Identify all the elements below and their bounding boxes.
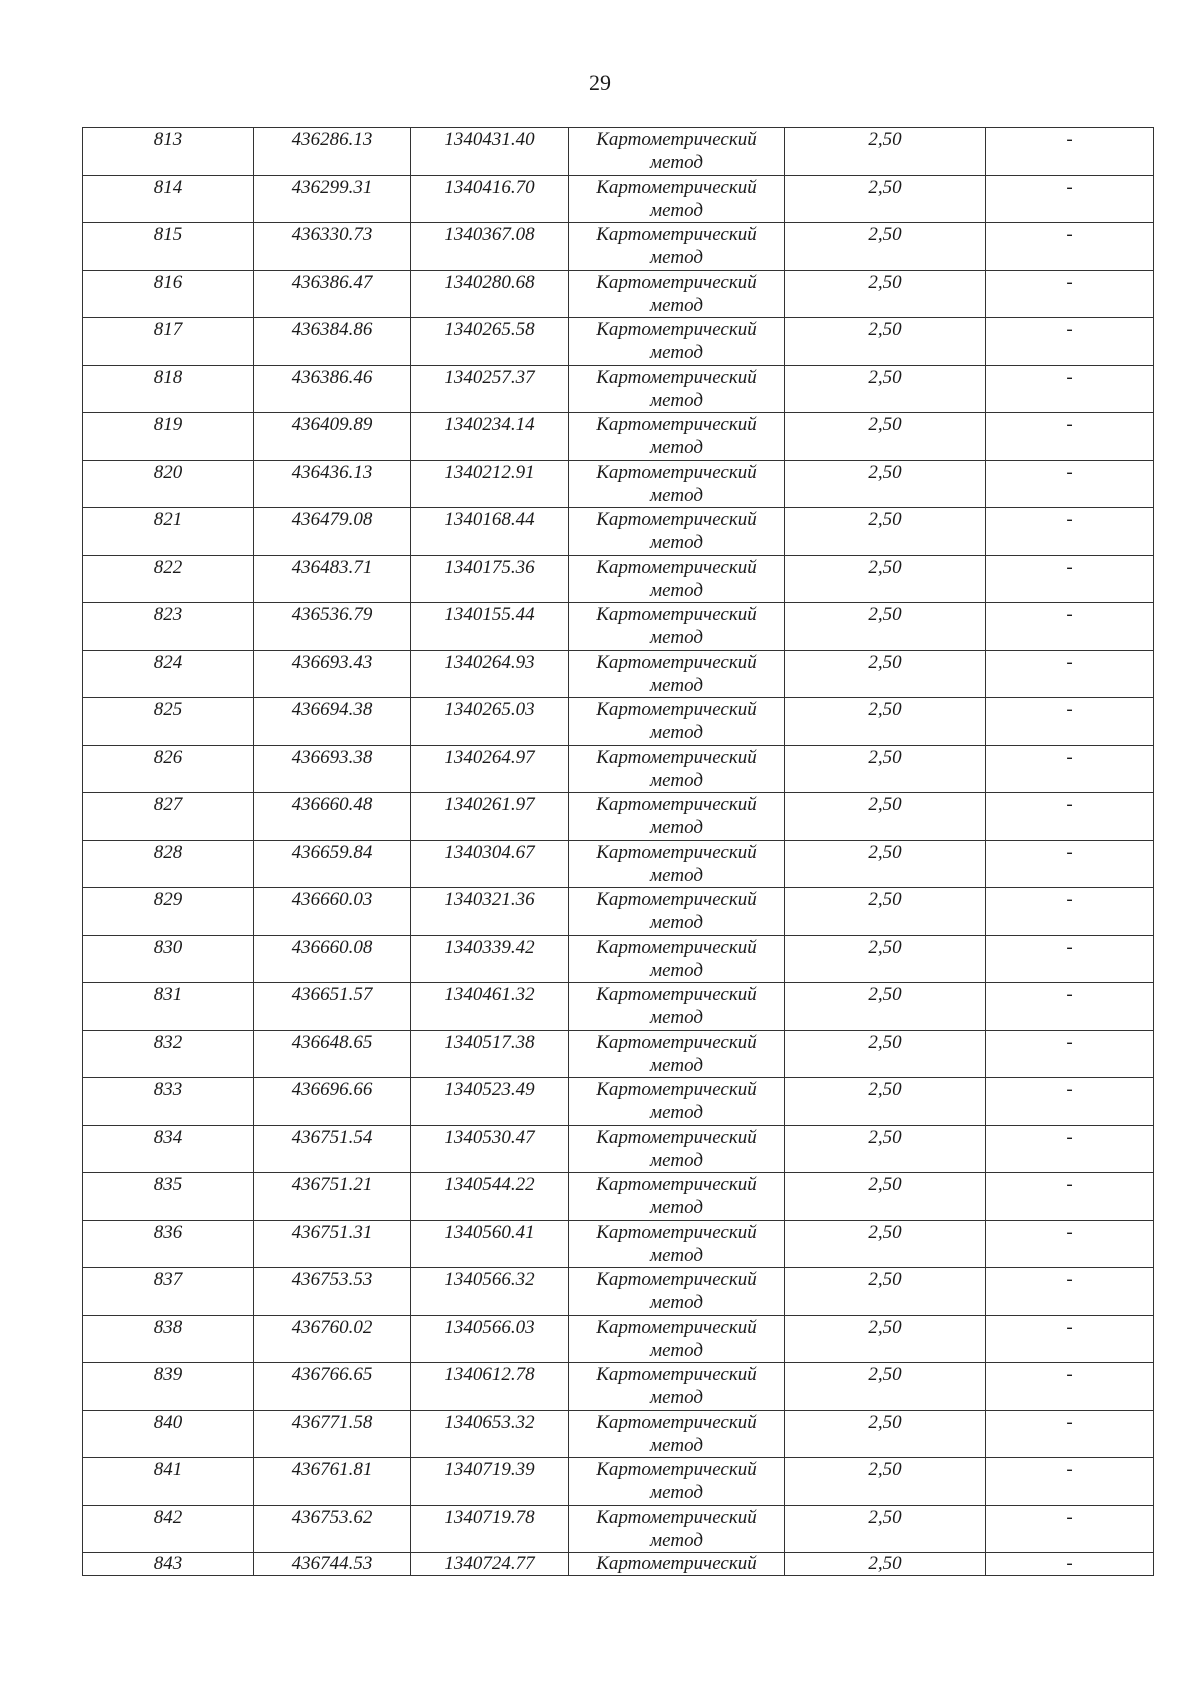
accuracy-cell: 2,50	[785, 888, 986, 936]
table-row	[83, 1505, 1154, 1553]
y-coordinate-cell: 1340264.97	[411, 745, 569, 793]
accuracy-cell: 2,50	[785, 460, 986, 508]
point-number-cell: 817	[83, 318, 254, 366]
method-cell: Картометрический метод	[569, 1030, 785, 1078]
method-cell: Картометрический метод	[569, 365, 785, 413]
x-coordinate-cell: 436771.58	[254, 1410, 411, 1458]
method-cell: Картометрический метод	[569, 1458, 785, 1506]
accuracy-cell: 2,50	[785, 223, 986, 271]
description-cell: -	[986, 935, 1154, 983]
accuracy-cell: 2,50	[785, 1030, 986, 1078]
table-row	[83, 888, 1154, 936]
y-coordinate-cell: 1340257.37	[411, 365, 569, 413]
table-row	[83, 318, 1154, 366]
y-coordinate-cell: 1340168.44	[411, 508, 569, 556]
accuracy-cell: 2,50	[785, 983, 986, 1031]
table-row	[83, 413, 1154, 461]
point-number-cell: 827	[83, 793, 254, 841]
method-cell: Картометрический метод	[569, 1410, 785, 1458]
point-number-cell: 818	[83, 365, 254, 413]
point-number-cell: 832	[83, 1030, 254, 1078]
point-number-cell: 834	[83, 1125, 254, 1173]
point-number-cell: 814	[83, 175, 254, 223]
x-coordinate-cell: 436479.08	[254, 508, 411, 556]
point-number-cell: 836	[83, 1220, 254, 1268]
y-coordinate-cell: 1340566.32	[411, 1268, 569, 1316]
table-row	[83, 1030, 1154, 1078]
method-cell: Картометрический метод	[569, 1505, 785, 1553]
method-cell: Картометрический метод	[569, 508, 785, 556]
description-cell: -	[986, 128, 1154, 176]
y-coordinate-cell: 1340265.03	[411, 698, 569, 746]
description-cell: -	[986, 1173, 1154, 1221]
table-row	[83, 555, 1154, 603]
table-row	[83, 1410, 1154, 1458]
table-row	[83, 175, 1154, 223]
accuracy-cell: 2,50	[785, 1220, 986, 1268]
description-cell: -	[986, 1505, 1154, 1553]
method-cell: Картометрический метод	[569, 555, 785, 603]
y-coordinate-cell: 1340719.78	[411, 1505, 569, 1553]
accuracy-cell: 2,50	[785, 1125, 986, 1173]
y-coordinate-cell: 1340155.44	[411, 603, 569, 651]
accuracy-cell: 2,50	[785, 745, 986, 793]
accuracy-cell: 2,50	[785, 1173, 986, 1221]
method-cell: Картометрический метод	[569, 745, 785, 793]
method-cell: Картометрический метод	[569, 793, 785, 841]
description-cell: -	[986, 650, 1154, 698]
y-coordinate-cell: 1340234.14	[411, 413, 569, 461]
y-coordinate-cell: 1340304.67	[411, 840, 569, 888]
description-cell: -	[986, 745, 1154, 793]
page-number: 29	[589, 70, 611, 95]
description-cell: -	[986, 1220, 1154, 1268]
point-number-cell: 822	[83, 555, 254, 603]
accuracy-cell: 2,50	[785, 1505, 986, 1553]
accuracy-cell: 2,50	[785, 365, 986, 413]
x-coordinate-cell: 436760.02	[254, 1315, 411, 1363]
table-row	[83, 935, 1154, 983]
table-row	[83, 603, 1154, 651]
y-coordinate-cell: 1340461.32	[411, 983, 569, 1031]
point-number-cell: 815	[83, 223, 254, 271]
x-coordinate-cell: 436753.53	[254, 1268, 411, 1316]
method-cell: Картометрический метод	[569, 1125, 785, 1173]
method-cell: Картометрический метод	[569, 1315, 785, 1363]
point-number-cell: 833	[83, 1078, 254, 1126]
point-number-cell: 837	[83, 1268, 254, 1316]
y-coordinate-cell: 1340653.32	[411, 1410, 569, 1458]
point-number-cell: 830	[83, 935, 254, 983]
accuracy-cell: 2,50	[785, 698, 986, 746]
y-coordinate-cell: 1340431.40	[411, 128, 569, 176]
x-coordinate-cell: 436483.71	[254, 555, 411, 603]
table-row	[83, 128, 1154, 176]
x-coordinate-cell: 436386.47	[254, 270, 411, 318]
point-number-cell: 839	[83, 1363, 254, 1411]
method-cell: Картометрический метод	[569, 175, 785, 223]
x-coordinate-cell: 436693.43	[254, 650, 411, 698]
description-cell: -	[986, 175, 1154, 223]
x-coordinate-cell: 436384.86	[254, 318, 411, 366]
table-row	[83, 1268, 1154, 1316]
y-coordinate-cell: 1340523.49	[411, 1078, 569, 1126]
accuracy-cell: 2,50	[785, 1553, 986, 1576]
method-cell: Картометрический метод	[569, 983, 785, 1031]
y-coordinate-cell: 1340560.41	[411, 1220, 569, 1268]
y-coordinate-cell: 1340261.97	[411, 793, 569, 841]
table-row	[83, 1553, 1154, 1576]
accuracy-cell: 2,50	[785, 508, 986, 556]
table-row	[83, 508, 1154, 556]
point-number-cell: 819	[83, 413, 254, 461]
description-cell: -	[986, 1030, 1154, 1078]
method-cell: Картометрический метод	[569, 318, 785, 366]
point-number-cell: 824	[83, 650, 254, 698]
accuracy-cell: 2,50	[785, 555, 986, 603]
method-cell: Картометрический метод	[569, 1268, 785, 1316]
accuracy-cell: 2,50	[785, 1315, 986, 1363]
description-cell: -	[986, 840, 1154, 888]
accuracy-cell: 2,50	[785, 793, 986, 841]
accuracy-cell: 2,50	[785, 128, 986, 176]
method-cell: Картометрический метод	[569, 888, 785, 936]
description-cell: -	[986, 1125, 1154, 1173]
method-cell: Картометрический	[569, 1553, 785, 1576]
accuracy-cell: 2,50	[785, 1363, 986, 1411]
description-cell: -	[986, 1363, 1154, 1411]
description-cell: -	[986, 603, 1154, 651]
table-row	[83, 1315, 1154, 1363]
coordinates-table-body	[83, 128, 1154, 1576]
table-row	[83, 793, 1154, 841]
accuracy-cell: 2,50	[785, 1410, 986, 1458]
description-cell: -	[986, 365, 1154, 413]
accuracy-cell: 2,50	[785, 603, 986, 651]
method-cell: Картометрический метод	[569, 270, 785, 318]
accuracy-cell: 2,50	[785, 270, 986, 318]
y-coordinate-cell: 1340321.36	[411, 888, 569, 936]
x-coordinate-cell: 436659.84	[254, 840, 411, 888]
description-cell: -	[986, 223, 1154, 271]
accuracy-cell: 2,50	[785, 935, 986, 983]
accuracy-cell: 2,50	[785, 413, 986, 461]
point-number-cell: 841	[83, 1458, 254, 1506]
description-cell: -	[986, 555, 1154, 603]
x-coordinate-cell: 436330.73	[254, 223, 411, 271]
description-cell: -	[986, 1458, 1154, 1506]
y-coordinate-cell: 1340265.58	[411, 318, 569, 366]
description-cell: -	[986, 1553, 1154, 1576]
x-coordinate-cell: 436751.21	[254, 1173, 411, 1221]
x-coordinate-cell: 436648.65	[254, 1030, 411, 1078]
point-number-cell: 843	[83, 1553, 254, 1576]
description-cell: -	[986, 460, 1154, 508]
table-row	[83, 223, 1154, 271]
method-cell: Картометрический метод	[569, 698, 785, 746]
x-coordinate-cell: 436761.81	[254, 1458, 411, 1506]
table-row	[83, 1125, 1154, 1173]
accuracy-cell: 2,50	[785, 1458, 986, 1506]
table-row	[83, 698, 1154, 746]
y-coordinate-cell: 1340416.70	[411, 175, 569, 223]
point-number-cell: 813	[83, 128, 254, 176]
x-coordinate-cell: 436696.66	[254, 1078, 411, 1126]
point-number-cell: 816	[83, 270, 254, 318]
method-cell: Картометрический метод	[569, 223, 785, 271]
point-number-cell: 831	[83, 983, 254, 1031]
x-coordinate-cell: 436766.65	[254, 1363, 411, 1411]
x-coordinate-cell: 436744.53	[254, 1553, 411, 1576]
y-coordinate-cell: 1340530.47	[411, 1125, 569, 1173]
method-cell: Картометрический метод	[569, 650, 785, 698]
description-cell: -	[986, 793, 1154, 841]
y-coordinate-cell: 1340339.42	[411, 935, 569, 983]
y-coordinate-cell: 1340612.78	[411, 1363, 569, 1411]
point-number-cell: 820	[83, 460, 254, 508]
table-row	[83, 650, 1154, 698]
table-row	[83, 1078, 1154, 1126]
y-coordinate-cell: 1340517.38	[411, 1030, 569, 1078]
accuracy-cell: 2,50	[785, 840, 986, 888]
method-cell: Картометрический метод	[569, 935, 785, 983]
method-cell: Картометрический метод	[569, 1078, 785, 1126]
description-cell: -	[986, 413, 1154, 461]
x-coordinate-cell: 436299.31	[254, 175, 411, 223]
x-coordinate-cell: 436660.03	[254, 888, 411, 936]
y-coordinate-cell: 1340212.91	[411, 460, 569, 508]
point-number-cell: 828	[83, 840, 254, 888]
y-coordinate-cell: 1340544.22	[411, 1173, 569, 1221]
table-row	[83, 1220, 1154, 1268]
table-row	[83, 840, 1154, 888]
y-coordinate-cell: 1340719.39	[411, 1458, 569, 1506]
method-cell: Картометрический метод	[569, 1363, 785, 1411]
x-coordinate-cell: 436694.38	[254, 698, 411, 746]
point-number-cell: 821	[83, 508, 254, 556]
y-coordinate-cell: 1340280.68	[411, 270, 569, 318]
x-coordinate-cell: 436386.46	[254, 365, 411, 413]
point-number-cell: 840	[83, 1410, 254, 1458]
accuracy-cell: 2,50	[785, 1078, 986, 1126]
description-cell: -	[986, 698, 1154, 746]
point-number-cell: 835	[83, 1173, 254, 1221]
description-cell: -	[986, 318, 1154, 366]
table-row	[83, 365, 1154, 413]
point-number-cell: 838	[83, 1315, 254, 1363]
point-number-cell: 823	[83, 603, 254, 651]
x-coordinate-cell: 436536.79	[254, 603, 411, 651]
x-coordinate-cell: 436751.54	[254, 1125, 411, 1173]
point-number-cell: 829	[83, 888, 254, 936]
y-coordinate-cell: 1340175.36	[411, 555, 569, 603]
description-cell: -	[986, 508, 1154, 556]
y-coordinate-cell: 1340264.93	[411, 650, 569, 698]
method-cell: Картометрический метод	[569, 460, 785, 508]
description-cell: -	[986, 983, 1154, 1031]
description-cell: -	[986, 1315, 1154, 1363]
method-cell: Картометрический метод	[569, 1220, 785, 1268]
x-coordinate-cell: 436286.13	[254, 128, 411, 176]
accuracy-cell: 2,50	[785, 650, 986, 698]
point-number-cell: 825	[83, 698, 254, 746]
description-cell: -	[986, 1078, 1154, 1126]
table-row	[83, 1458, 1154, 1506]
x-coordinate-cell: 436693.38	[254, 745, 411, 793]
table-row	[83, 270, 1154, 318]
table-row	[83, 983, 1154, 1031]
accuracy-cell: 2,50	[785, 1268, 986, 1316]
accuracy-cell: 2,50	[785, 318, 986, 366]
table-row	[83, 1173, 1154, 1221]
table-row	[83, 1363, 1154, 1411]
x-coordinate-cell: 436660.48	[254, 793, 411, 841]
description-cell: -	[986, 270, 1154, 318]
x-coordinate-cell: 436660.08	[254, 935, 411, 983]
point-number-cell: 826	[83, 745, 254, 793]
x-coordinate-cell: 436753.62	[254, 1505, 411, 1553]
y-coordinate-cell: 1340367.08	[411, 223, 569, 271]
method-cell: Картометрический метод	[569, 413, 785, 461]
method-cell: Картометрический метод	[569, 840, 785, 888]
x-coordinate-cell: 436751.31	[254, 1220, 411, 1268]
method-cell: Картометрический метод	[569, 603, 785, 651]
description-cell: -	[986, 1410, 1154, 1458]
accuracy-cell: 2,50	[785, 175, 986, 223]
description-cell: -	[986, 1268, 1154, 1316]
x-coordinate-cell: 436651.57	[254, 983, 411, 1031]
method-cell: Картометрический метод	[569, 128, 785, 176]
x-coordinate-cell: 436409.89	[254, 413, 411, 461]
point-number-cell: 842	[83, 1505, 254, 1553]
y-coordinate-cell: 1340724.77	[411, 1553, 569, 1576]
table-row	[83, 745, 1154, 793]
table-row	[83, 460, 1154, 508]
description-cell: -	[986, 888, 1154, 936]
method-cell: Картометрический метод	[569, 1173, 785, 1221]
y-coordinate-cell: 1340566.03	[411, 1315, 569, 1363]
x-coordinate-cell: 436436.13	[254, 460, 411, 508]
coordinates-table	[82, 127, 1154, 1576]
